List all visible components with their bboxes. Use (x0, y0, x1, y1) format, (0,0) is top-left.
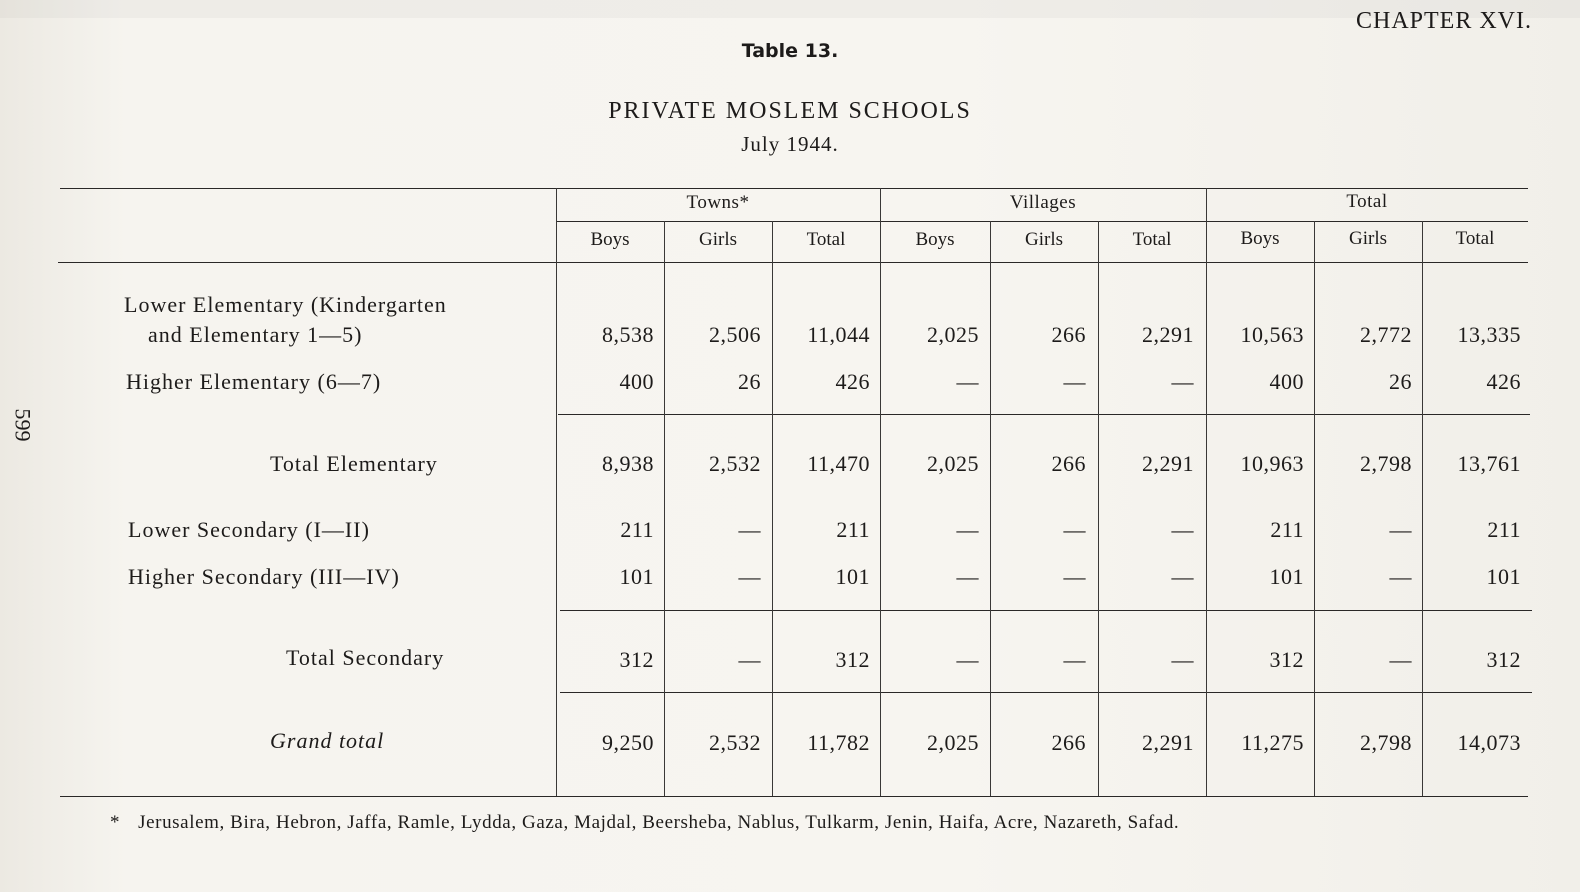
col-divider (664, 221, 665, 796)
table-cell: 2,291 (1142, 451, 1194, 476)
table-cell: 211 (620, 517, 654, 542)
row-label: and Elementary 1—5) (148, 322, 363, 347)
group-header-total: Total (1346, 191, 1388, 212)
table-cell: — (1171, 647, 1194, 672)
table-cell: 312 (1486, 647, 1521, 672)
table-cell: 312 (835, 647, 870, 672)
row-label: Higher Secondary (III—IV) (128, 564, 400, 589)
table-cell: — (956, 647, 979, 672)
secondary-subtotal-rule (560, 610, 1532, 611)
table-cell: — (956, 369, 979, 394)
group-divider (880, 188, 881, 796)
table-cell: 101 (1269, 564, 1304, 589)
table-cell: — (1063, 564, 1086, 589)
footnote-marker: * (110, 812, 121, 833)
table-cell: 2,798 (1360, 730, 1412, 755)
column-header: Boys (1240, 228, 1280, 249)
table-cell: 426 (1486, 369, 1521, 394)
table-cell: — (1389, 564, 1412, 589)
table-cell: 26 (1389, 369, 1412, 394)
column-header: Total (1132, 229, 1172, 250)
table-cell: 101 (835, 564, 870, 589)
table-cell: — (956, 517, 979, 542)
col-divider (1098, 221, 1099, 796)
table-cell: 11,782 (807, 730, 870, 755)
table-top-rule (60, 188, 1528, 189)
table-cell: — (1063, 647, 1086, 672)
table-cell: — (956, 564, 979, 589)
table-cell: 11,470 (807, 451, 870, 476)
table-cell: 426 (835, 369, 870, 394)
table-cell: 2,291 (1142, 730, 1194, 755)
column-header: Total (1455, 228, 1495, 249)
table-cell: 101 (1486, 564, 1521, 589)
col-divider (1314, 221, 1315, 796)
column-header: Girls (1025, 229, 1063, 250)
table-cell: 266 (1051, 451, 1086, 476)
table-cell: — (1389, 517, 1412, 542)
table-cell: 10,963 (1240, 451, 1304, 476)
col-divider (772, 221, 773, 796)
table-cell: 8,538 (602, 322, 654, 347)
grand-total-rule (560, 692, 1532, 693)
footnote (110, 812, 1179, 834)
column-header: Girls (699, 229, 737, 250)
table-cell: 2,798 (1360, 451, 1412, 476)
group-divider (1206, 188, 1207, 796)
table-cell: 211 (1270, 517, 1304, 542)
group-header-villages: Villages (1009, 192, 1077, 213)
column-header: Boys (915, 229, 955, 250)
page-number: 599 (10, 408, 36, 442)
table-cell: — (1389, 647, 1412, 672)
table-cell: — (1063, 369, 1086, 394)
show-through-bleed (0, 0, 1580, 18)
column-header: Total (806, 229, 846, 250)
table-cell: — (738, 517, 761, 542)
table-cell: 211 (1487, 517, 1521, 542)
row-label-subtotal: Total Elementary (270, 451, 438, 476)
table-cell: 101 (619, 564, 654, 589)
table-title: PRIVATE MOSLEM SCHOOLS (608, 98, 972, 124)
column-header: Girls (1349, 228, 1387, 249)
table-cell: 400 (1269, 369, 1304, 394)
table-cell: 2,291 (1142, 322, 1194, 347)
table-cell: 2,025 (927, 730, 979, 755)
table-number: Table 13. (741, 40, 839, 62)
group-head-rule (556, 221, 1528, 222)
table-cell: — (1171, 369, 1194, 394)
table-cell: 2,532 (709, 730, 761, 755)
table-cell: 8,938 (602, 451, 654, 476)
table-cell: 14,073 (1457, 730, 1521, 755)
table-cell: 13,761 (1457, 451, 1521, 476)
table-cell: — (738, 647, 761, 672)
table-cell: 266 (1051, 322, 1086, 347)
table-bottom-rule (60, 796, 1528, 797)
footnote-text: Jerusalem, Bira, Hebron, Jaffa, Ramle, Lydda, Gaza, Majdal, Beersheba, Nablus, Tulkarm, Jenin, Haifa, Acre, Nazareth, Safad. (138, 812, 1180, 833)
row-label: Higher Elementary (6—7) (126, 369, 382, 394)
chapter-heading: CHAPTER XVI. (1355, 8, 1532, 34)
table-cell: 211 (836, 517, 870, 542)
table-cell: — (738, 564, 761, 589)
table-cell: 2,772 (1360, 322, 1412, 347)
table-cell: 9,250 (602, 730, 654, 755)
column-header: Boys (590, 229, 630, 250)
group-header-towns: Towns* (686, 192, 750, 213)
row-label: Lower Secondary (I—II) (128, 517, 370, 542)
table-cell: 400 (619, 369, 654, 394)
table-cell: 2,025 (927, 451, 979, 476)
table-cell: 266 (1051, 730, 1086, 755)
table-cell: 11,044 (807, 322, 870, 347)
table-subtitle: July 1944. (741, 132, 839, 156)
col-divider (990, 221, 991, 796)
elementary-subtotal-rule (558, 414, 1530, 415)
table-cell: — (1171, 517, 1194, 542)
table-cell: 13,335 (1457, 322, 1521, 347)
col-divider (1422, 221, 1423, 796)
row-label: Lower Elementary (Kindergarten (124, 292, 447, 317)
row-label-subtotal: Total Secondary (286, 645, 445, 670)
table-cell: — (1063, 517, 1086, 542)
table-cell: 2,532 (709, 451, 761, 476)
table-cell: 2,506 (709, 322, 761, 347)
stub-divider (556, 188, 557, 796)
header-bottom-rule (58, 262, 1528, 263)
table-cell: 26 (738, 369, 761, 394)
table-cell: 11,275 (1241, 730, 1304, 755)
table-cell: 312 (619, 647, 654, 672)
table-cell: — (1171, 564, 1194, 589)
row-label-grand-total: Grand total (270, 728, 385, 753)
table-cell: 312 (1269, 647, 1304, 672)
table-cell: 2,025 (927, 322, 979, 347)
table-cell: 10,563 (1240, 322, 1304, 347)
